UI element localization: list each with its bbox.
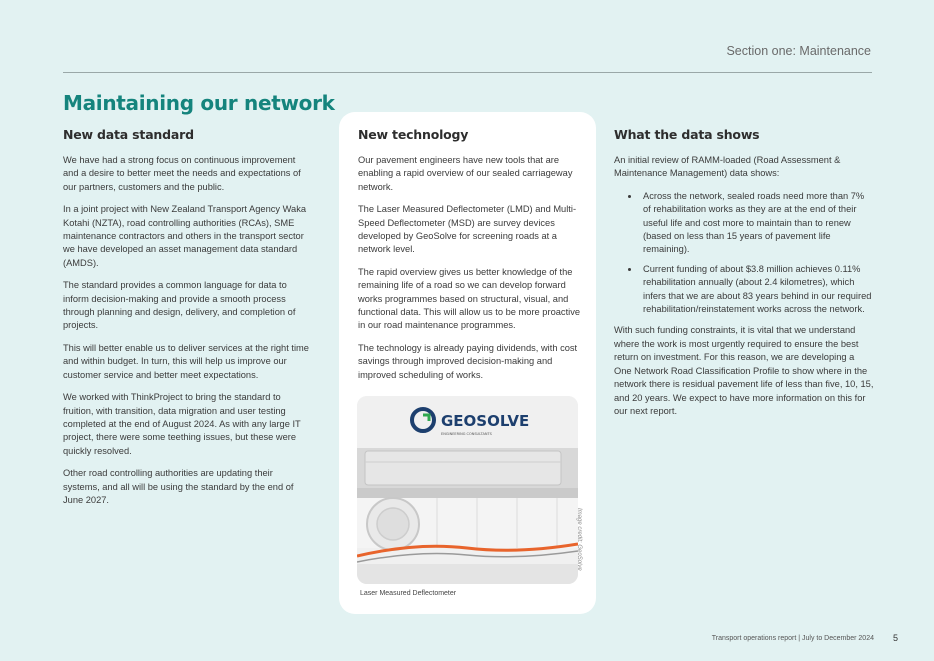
column-new-technology bbox=[358, 127, 584, 391]
paragraph: We worked with ThinkProject to bring the standard to fruition, with transition, data migration and user testing completed at the end of August 2024. As with any large IT project, there were some teething issues, but these were quickly resolved. bbox=[63, 392, 301, 456]
image-credit: Image credit: GeoSolve bbox=[576, 508, 582, 571]
paragraph: The rapid overview gives us better knowledge of the remaining life of a road so we can develop forward works programmes based on structural, visual, and functional data. This will allow us to be more proactive in our road maintenance programmes. bbox=[358, 266, 581, 331]
paragraph: Other road controlling authorities are updating their systems, and all will be using the standard by the end of June 2027. bbox=[63, 468, 294, 505]
section-label: Section one: Maintenance bbox=[726, 44, 871, 58]
column-new-data-standard bbox=[63, 127, 309, 516]
list-item: • Across the network, sealed roads need more than 7% of rehabilitation works as they are at the end of their useful life and cost more to maintain than to renew (based on less than 15 years of pavement life remaining). bbox=[640, 190, 874, 257]
heading-new-data-standard: New data standard bbox=[63, 127, 194, 142]
paragraph: This will better enable us to deliver services at the right time and within budget. In turn, this will help us improve our customer service and better meet expectations. bbox=[63, 342, 309, 380]
intro-paragraph: An initial review of RAMM-loaded (Road Assessment & Maintenance Management) data shows: bbox=[614, 155, 841, 179]
footer-text: Transport operations report | July to December 2024 bbox=[711, 635, 874, 642]
paragraph: Our pavement engineers have new tools that are enabling a rapid overview of our sealed carriageway network. bbox=[358, 155, 573, 192]
paragraph: We have had a strong focus on continuous improvement and a desire to better meet the needs and expectations of our partners, customers and the public. bbox=[63, 155, 301, 192]
image-caption: Laser Measured Deflectometer bbox=[360, 590, 457, 597]
page-number: 5 bbox=[892, 633, 898, 643]
list-item: • Current funding of about $3.8 million achieves 0.11% rehabilitation annually (about 2.4 kilometres), which infers that we are about 83 years behind in our required rehabilitation/reinstatement works across the network. bbox=[640, 263, 874, 317]
paragraph: The Laser Measured Deflectometer (LMD) and Multi-Speed Deflectometer (MSD) are survey devices developed by GeoSolve for screening roads at a network level. bbox=[358, 204, 577, 255]
logo-tagline: ENGINEERING CONSULTANTS bbox=[441, 432, 492, 436]
paragraph: The technology is already paying dividends, with cost savings through improved decision-making and improved scheduling of works. bbox=[358, 342, 578, 380]
logo-text: GEOSOLVE bbox=[441, 412, 530, 430]
paragraph: In a joint project with New Zealand Transport Agency Waka Kotahi (NZTA), road controlling authorities (RCAs), SME maintenance contractors and others in the transport sector we have developed an asset management data standard (AMDS). bbox=[63, 204, 307, 268]
column-what-the-data-shows bbox=[614, 127, 874, 427]
closing-paragraph: With such funding constraints, it is vital that we understand where the work is most urgently required to ensure the best return on investment. For this reason, we are developing a One Network Road Classification Profile to show where in the network there is residual pavement life of less than five, 10, 15, and 20 years. We expect to have more information on this for our next report. bbox=[614, 325, 874, 416]
findings-list bbox=[614, 190, 874, 317]
heading-what-the-data-shows: What the data shows bbox=[614, 127, 760, 142]
header-divider bbox=[63, 72, 872, 73]
deflectometer-photo bbox=[357, 396, 578, 584]
page-title: Maintaining our network bbox=[63, 91, 335, 115]
heading-new-technology: New technology bbox=[358, 127, 469, 142]
paragraph: The standard provides a common language for data to inform decision-making and provide a smooth process through planning and design, delivery, and completion of projects. bbox=[63, 280, 296, 331]
